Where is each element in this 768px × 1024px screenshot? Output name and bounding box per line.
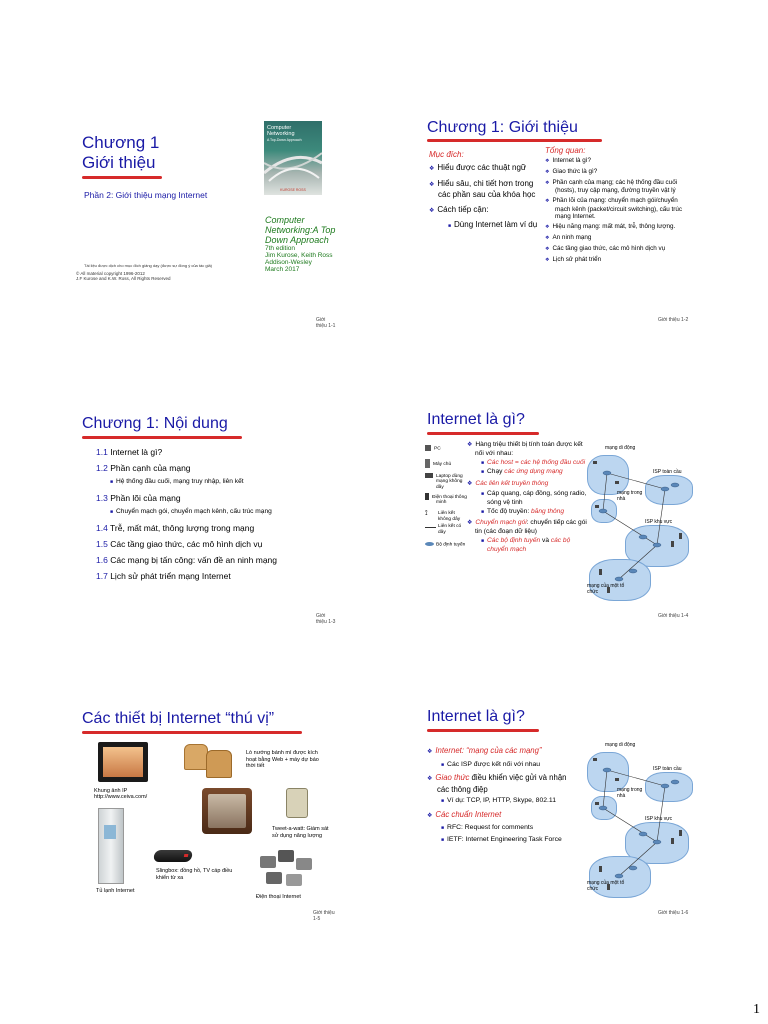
bullet: ❖ Hàng triệu thiết bị tính toán được kết nối với nhau:	[467, 441, 583, 457]
slide-3-title: Chương 1: Nội dung	[82, 415, 228, 432]
copyright-icon: ©	[76, 271, 80, 276]
slide-footer: Giới thiệu 1-3	[316, 613, 336, 625]
network-diagram	[585, 738, 693, 908]
laptop-legend: Laptop dùng mạng không dây	[425, 473, 467, 493]
list-item: ❖ Cách tiếp cận:	[429, 205, 489, 214]
diamond-bullet-icon: ❖	[467, 442, 473, 448]
pc-icon	[425, 445, 431, 451]
slide-footer: Giới thiệu 1-5	[313, 910, 335, 922]
router-legend: Bộ định tuyến	[425, 542, 467, 548]
slide-footer: Giới thiệu 1-1	[316, 317, 336, 329]
list-item: ❖ Phần lõi của mạng: chuyển mạch gói/chuyển mạch kênh (packet/circuit switching), cấu trúc mạng Internet.	[545, 197, 683, 221]
square-bullet-icon: ■	[441, 761, 445, 768]
title-underline	[427, 139, 602, 142]
square-bullet-icon: ■	[110, 479, 114, 485]
slingbox-label: Slingbox: đồng hồ, TV cáp điều khiển từ xa	[156, 868, 233, 881]
internet-fridge-image	[98, 808, 124, 884]
slide-6	[425, 708, 693, 914]
diamond-bullet-icon: ❖	[429, 208, 435, 214]
slide-1-subtitle: Phần 2: Giới thiệu mạng Internet	[84, 190, 208, 200]
overview-column: Tổng quan: ❖ Internet là gì? ❖ Giao thức là gì? ❖ Phần cạnh của mạng; các hệ thống đầu cuối (hosts), truy cập mạng, đường truyền vật lý ❖ Phần lõi của mạng: chuyển mạch gói/chuyển mạch kênh (packet/circuit switching), cấu trúc mạng Internet. ❖ Hiệu năng mạng: mất mát, trễ, thông lượng. ❖ An ninh mạng ❖ Các tầng giao thức, các mô hình dịch vụ ❖ Lịch sử phát triển	[545, 146, 691, 267]
net-label: ISP toàn cầu	[653, 766, 682, 772]
ip-photo-frame-image	[98, 742, 148, 782]
page-number: 1	[753, 1002, 760, 1017]
list-item: ❖ Hiểu sâu, chi tiết hơn trong các phần sau của khóa học	[429, 179, 536, 199]
contents-item: 1.1 Internet là gì?	[96, 447, 163, 457]
bullet: ❖ Giao thức điều khiển việc gửi và nhận các thông điệp	[427, 773, 567, 794]
slide-footer: Giới thiệu 1-6	[658, 910, 689, 916]
translation-note: Tài liệu được dịch cho mục đích giảng dạy (được sự đồng ý của tác giả)	[84, 263, 213, 268]
copyright: © All material copyright 1996-2012 J.F Kurose and K.W. Ross, All Rights Reserved	[76, 271, 171, 281]
list-item: ❖ Lịch sử phát triển	[545, 255, 602, 263]
sub-bullet: ■ Chạy các ứng dụng mạng	[481, 468, 563, 476]
slide-footer: Giới thiệu 1-4	[658, 613, 689, 619]
tweet-label: Tweet-a-watt: Giám sát sử dụng năng lượng	[272, 826, 329, 839]
square-bullet-icon: ■	[110, 509, 114, 515]
bullet: ❖ Các chuẩn Internet	[427, 809, 502, 819]
slingbox-image	[153, 850, 193, 862]
bullet: ❖ Internet: “mạng của các mạng”	[427, 746, 542, 755]
sub-bullet: ■ Các bộ định tuyến và các bộ chuyển mạch	[481, 536, 571, 553]
slide-1	[68, 115, 336, 329]
wireless-legend: ⟟ Liên kết không dây	[425, 510, 461, 522]
sub-bullet: ■ Các host = các hệ thống đầu cuối	[481, 458, 586, 466]
contents-item: 1.7 Lịch sử phát triển mạng Internet	[96, 571, 231, 581]
book-info: Computer Networking:A Top Down Approach 7th edition Jim Kurose, Keith Ross Addison-Wesley March 2017	[265, 215, 336, 273]
title-underline	[427, 432, 539, 435]
contents-list	[96, 447, 336, 587]
square-bullet-icon: ■	[481, 459, 485, 466]
bullet: ❖ Chuyển mạch gói: chuyển tiếp các gói tin (các đoạn dữ liệu)	[467, 519, 587, 536]
sub-bullet: ■ Cáp quang, cáp đồng, sóng radio, sóng vệ tinh	[481, 489, 587, 506]
laptop-icon	[425, 473, 433, 478]
purpose-column: Mục đích: ❖ Hiểu được các thuật ngữ ❖ Hiểu sâu, chi tiết hơn trong các phần sau của khóa học ❖ Cách tiếp cận: ■ Dùng Internet làm ví dụ	[429, 150, 541, 231]
diamond-bullet-icon: ❖	[545, 224, 550, 231]
slide-5	[68, 708, 336, 922]
square-bullet-icon: ■	[481, 469, 485, 476]
sub-bullet: ■ Các ISP được kết nối với nhau	[441, 760, 541, 768]
contents-item: 1.5 Các tầng giao thức, các mô hình dịch vụ	[96, 539, 263, 549]
s4-bullets	[467, 441, 587, 554]
sub-bullet: ■ Tốc độ truyền: băng thông	[481, 507, 565, 515]
slide-4-title: Internet là gì?	[427, 411, 525, 428]
sub-bullet: ■ RFC: Request for comments	[441, 824, 534, 831]
net-label: mạng của một tổ chức	[587, 583, 625, 595]
net-label: ISP khu vực	[645, 816, 673, 822]
slide-2-title: Chương 1: Giới thiệu	[427, 119, 578, 136]
square-bullet-icon: ■	[448, 223, 452, 229]
contents-item: 1.3 Phần lõi của mạng ■ Chuyển mạch gói, chuyển mạch kênh, cấu trúc mạng	[96, 493, 336, 518]
diamond-bullet-icon: ❖	[545, 168, 550, 175]
toaster-image	[202, 788, 252, 834]
diamond-bullet-icon: ❖	[429, 182, 435, 188]
slide-3	[68, 411, 336, 625]
diamond-bullet-icon: ❖	[467, 481, 473, 488]
contents-item: 1.2 Phần cạnh của mạng ■ Hệ thống đầu cuối, mạng truy nhập, liên kết	[96, 463, 336, 488]
square-bullet-icon: ■	[481, 537, 485, 544]
square-bullet-icon: ■	[481, 490, 485, 497]
toast-image	[180, 742, 236, 778]
bullet: ❖ Các liên kết truyền thông	[467, 480, 549, 488]
sub-bullet: ■ Hệ thống đầu cuối, mạng truy nhập, liên kết	[110, 478, 244, 485]
list-item: ❖ Các tầng giao thức, các mô hình dịch vụ	[545, 244, 666, 252]
diamond-bullet-icon: ❖	[545, 256, 550, 263]
book-cover: Computer Networking A Top-Down Approach KUROSE ROSS	[264, 121, 322, 195]
list-item: ❖ Hiệu năng mạng: mất mát, trễ, thông lượng.	[545, 223, 676, 231]
wire-icon	[425, 527, 436, 528]
toaster-label: Lò nướng bánh mì được kích hoạt bằng Web + máy dự báo thời tiết	[246, 750, 319, 769]
title-underline	[82, 436, 242, 439]
diamond-bullet-icon: ❖	[545, 234, 550, 241]
list-item: ❖ Phần cạnh của mạng; các hệ thống đầu cuối (hosts), truy cập mạng, đường truyền vật lý	[545, 178, 678, 195]
photo-frame-label: Khung ảnh IP http://www.ceiva.com/	[94, 788, 148, 800]
net-label: mạng di động	[605, 445, 636, 451]
square-bullet-icon: ■	[481, 508, 485, 515]
list-item: ■ Dùng Internet làm ví dụ	[448, 220, 538, 229]
slide-6-title: Internet là gì?	[427, 708, 525, 725]
smartphone-icon	[425, 493, 429, 500]
server-icon	[425, 459, 430, 468]
s6-bullets	[427, 746, 567, 845]
diamond-bullet-icon: ❖	[545, 179, 550, 186]
slide-2	[425, 115, 693, 321]
sub-bullet: ■ IETF: Internet Engineering Task Force	[441, 835, 562, 843]
square-bullet-icon: ■	[441, 798, 445, 804]
diamond-bullet-icon: ❖	[427, 812, 433, 819]
slide-4	[425, 411, 693, 617]
phone-legend: Điện thoại thông minh	[425, 493, 467, 511]
square-bullet-icon: ■	[441, 825, 445, 831]
diamond-bullet-icon: ❖	[427, 749, 433, 755]
list-item: ❖ Internet là gì?	[545, 157, 591, 164]
tweet-a-watt-image	[286, 788, 308, 818]
title-underline	[427, 729, 539, 732]
list-item: ❖ Giao thức là gì?	[545, 167, 598, 175]
network-diagram	[585, 441, 693, 611]
contents-item: 1.4 Trễ, mất mát, thông lượng trong mạng	[96, 523, 255, 533]
net-label: mạng trong nhà	[617, 787, 643, 799]
net-label: ISP khu vực	[645, 519, 673, 525]
device-legend	[425, 445, 467, 548]
net-label: mạng di động	[605, 742, 636, 748]
slide-1-title: Chương 1 Giới thiệu	[82, 133, 160, 172]
title-underline	[82, 176, 162, 179]
square-bullet-icon: ■	[441, 836, 445, 843]
net-label: mạng của một tổ chức	[587, 880, 625, 892]
pc-legend: PC	[425, 445, 467, 459]
highway-image	[264, 143, 322, 183]
slide-footer: Giới thiệu 1-2	[658, 317, 689, 323]
phones-label: Điện thoại Internet	[256, 894, 301, 900]
router-icon	[425, 542, 434, 546]
diamond-bullet-icon: ❖	[429, 166, 435, 172]
net-label: mạng trong nhà	[617, 490, 643, 502]
sub-bullet: ■ Chuyển mạch gói, chuyển mạch kênh, cấu trúc mạng	[110, 508, 272, 515]
list-item: ❖ Hiểu được các thuật ngữ	[429, 163, 527, 172]
list-item: ❖ An ninh mạng	[545, 233, 592, 241]
antenna-icon: ⟟	[425, 510, 428, 517]
net-label: ISP toàn cầu	[653, 469, 682, 475]
server-legend: Máy chủ	[425, 459, 467, 473]
wired-legend: Liên kết có dây	[425, 524, 467, 542]
diamond-bullet-icon: ❖	[427, 776, 433, 782]
title-underline	[82, 731, 302, 734]
diamond-bullet-icon: ❖	[467, 520, 473, 527]
slide-5-title: Các thiết bị Internet “thú vị”	[82, 710, 275, 727]
diamond-bullet-icon: ❖	[545, 245, 550, 252]
diamond-bullet-icon: ❖	[545, 158, 550, 164]
internet-phones-image	[258, 848, 314, 890]
sub-bullet: ■ Ví dụ: TCP, IP, HTTP, Skype, 802.11	[441, 797, 556, 804]
diamond-bullet-icon: ❖	[545, 198, 550, 205]
fridge-label: Tủ lạnh Internet	[96, 888, 135, 894]
contents-item: 1.6 Các mạng bị tấn công: vấn đề an ninh mạng	[96, 555, 278, 565]
